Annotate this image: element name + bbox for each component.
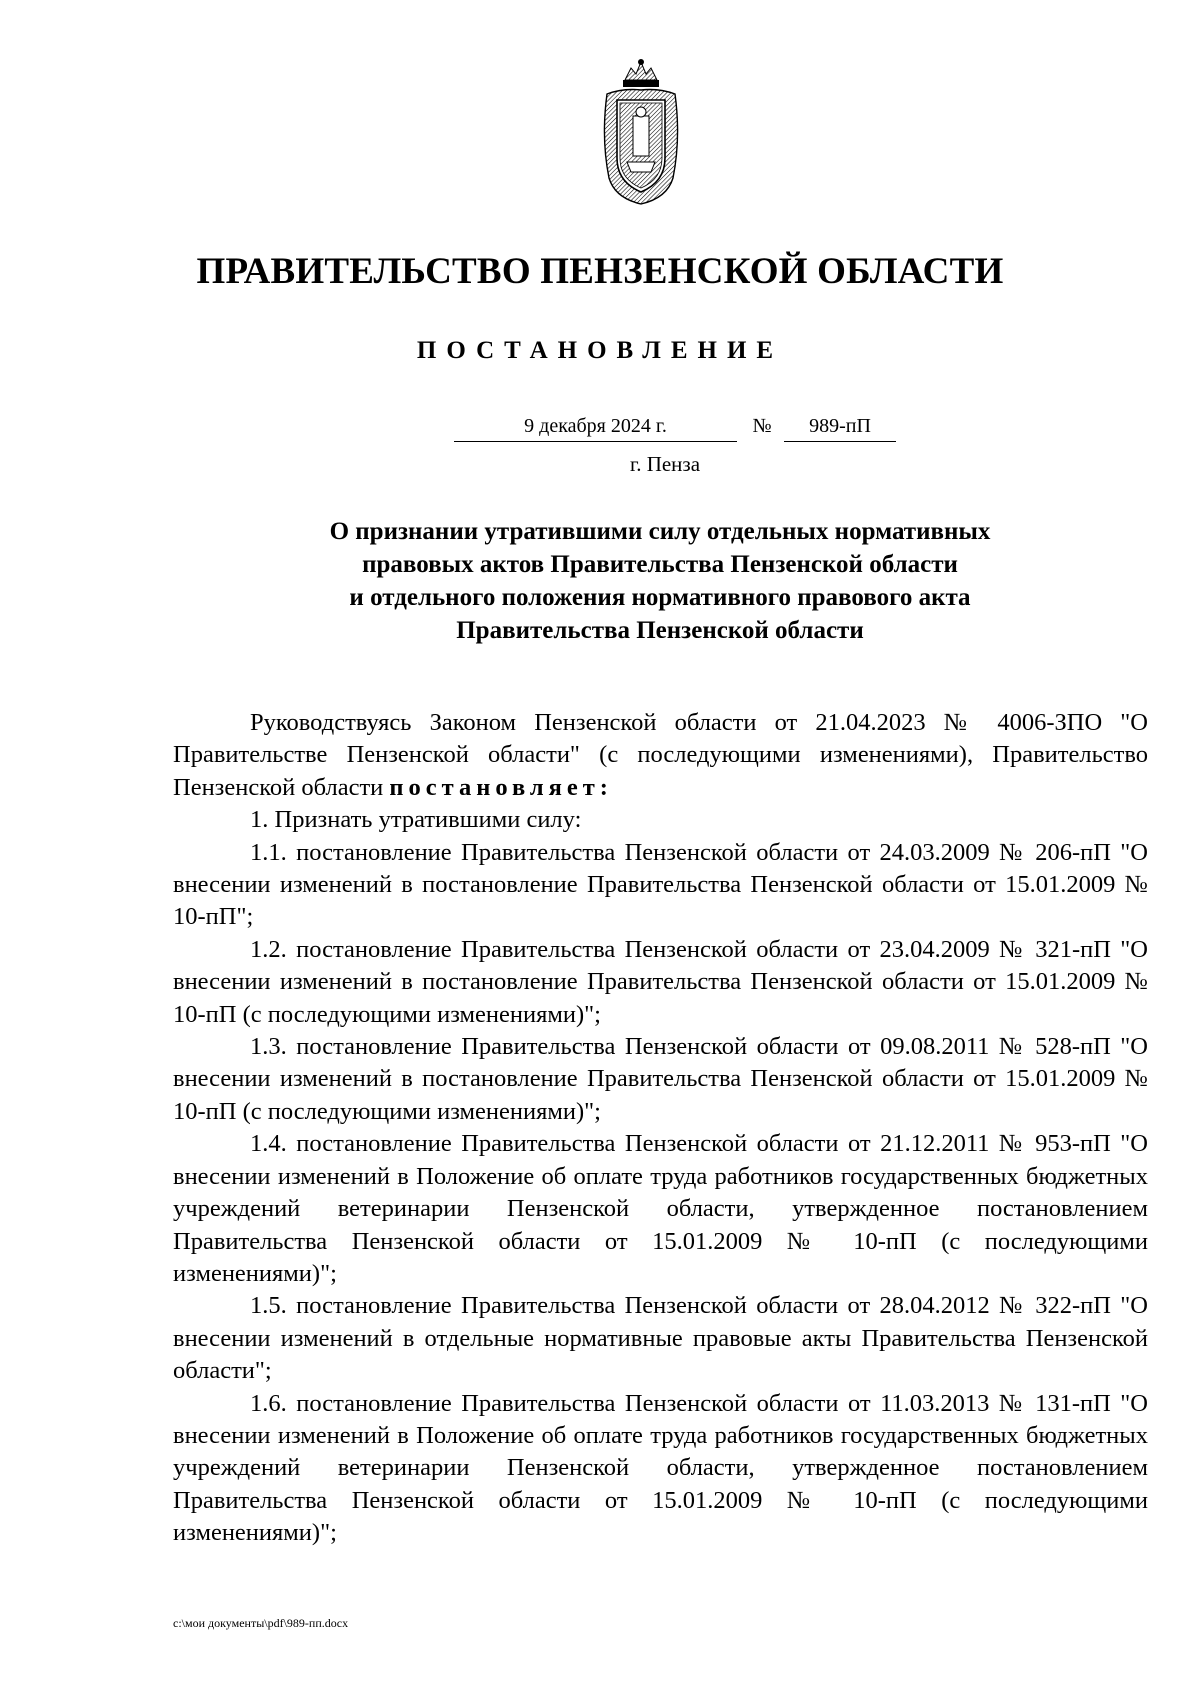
document-date: 9 декабря 2024 г. (454, 412, 737, 442)
item-1: 1. Признать утратившими силу: (250, 806, 582, 834)
city: г. Пенза (629, 452, 701, 476)
document-subject (180, 515, 1140, 647)
subject-line: и отдельного положения нормативного правового акта (349, 584, 971, 611)
coat-of-arms-emblem (595, 58, 687, 208)
preamble (173, 707, 1148, 804)
document-body (173, 707, 1148, 1550)
subitem-1-1: 1.1. постановление Правительства Пензенской области от 24.03.2009 № 206-пП "О внесении изменений в постановление Правительства Пензенской области от 15.01.2009 № 10-пП"; (173, 838, 1148, 931)
decree-word: постановляет: (389, 773, 613, 801)
file-path-footer: c:\мои документы\pdf\989-пп.docx (173, 1616, 349, 1630)
subitem-1-3: 1.3. постановление Правительства Пензенской области от 09.08.2011 № 528-пП "О внесении изменений в постановление Правительства Пензенской области от 15.01.2009 № 10-пП (с последующими изменениями)"; (173, 1033, 1148, 1125)
subitem-1-6: 1.6. постановление Правительства Пензенской области от 11.03.2013 № 131-пП "О внесении изменений в Положение об оплате труда работников государственных бюджетных учреждений ветеринарии Пензенской области, утвержденное постановлением Правительства Пензенской области от 15.01.2009 № 10-пП (с последующими изменениями)"; (173, 1389, 1148, 1547)
subject-line: О признании утратившими силу отдельных нормативных (329, 518, 991, 545)
document-type: ПОСТАНОВЛЕНИЕ (416, 337, 784, 364)
preamble-text: Руководствуясь Законом Пензенской области от 21.04.2023 № 4006-ЗПО "О Правительстве Пензенской области" (с последующими изменениями), Правительство Пензенской области (173, 709, 1148, 801)
subitem-1-4: 1.4. постановление Правительства Пензенской области от 21.12.2011 № 953-пП "О внесении изменений в Положение об оплате труда работников государственных бюджетных учреждений ветеринарии Пензенской области, утвержденное постановлением Правительства Пензенской области от 15.01.2009 № 10-пП (с последующими изменениями)"; (173, 1130, 1148, 1287)
subject-line: правовых актов Правительства Пензенской области (362, 551, 958, 578)
document-number: 989-пП (784, 412, 896, 442)
subject-line: Правительства Пензенской области (456, 617, 864, 644)
subitem-1-2: 1.2. постановление Правительства Пензенской области от 23.04.2009 № 321-пП "О внесении изменений в постановление Правительства Пензенской области от 15.01.2009 № 10-пП (с последующими изменениями)"; (173, 935, 1148, 1028)
number-sign: № (752, 415, 772, 437)
government-title: ПРАВИТЕЛЬСТВО ПЕНЗЕНСКОЙ ОБЛАСТИ (196, 251, 1004, 292)
subitem-1-5: 1.5. постановление Правительства Пензенской области от 28.04.2012 № 322-пП "О внесении изменений в отдельные нормативные правовые акты Правительства Пензенской области"; (173, 1292, 1148, 1385)
